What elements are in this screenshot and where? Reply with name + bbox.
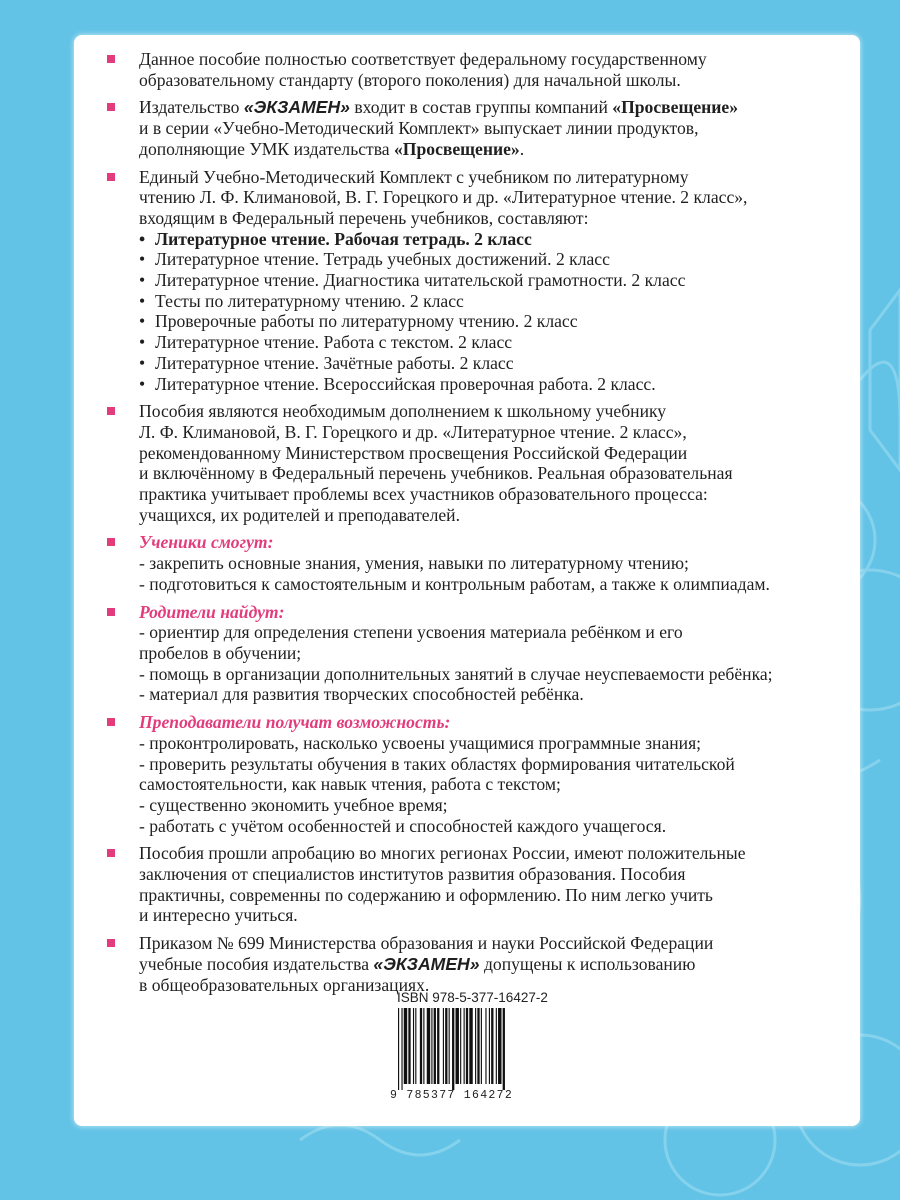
pink-square-bullet-icon [107,718,115,726]
barcode-bar [398,1008,399,1090]
bullet-icon: • [139,352,146,373]
section-heading: Ученики смогут: [139,532,274,553]
barcode-bar [469,1008,472,1084]
text-line: пробелов в обучении; [139,642,302,663]
barcode-bar [452,1008,454,1090]
barcode-bar [449,1008,450,1084]
barcode-bar [503,1008,505,1090]
text-line: в общеобразовательных организациях. [139,974,430,995]
text-fragment: дополняющие УМК издательства [139,138,394,159]
list-item: • Литературное чтение. Работа с текстом. 2 класс [139,332,513,353]
paragraph-supplement [74,401,844,525]
paragraph-order [74,933,844,995]
text-line: - подготовиться к самостоятельным и контрольным работам, а также к олимпиадам. [139,573,770,594]
barcode-bar [434,1008,436,1084]
company-name: «Просвещение» [394,138,520,159]
paragraph-umk [74,167,844,395]
text-line: практика учитывает проблемы всех участников образовательного процесса: [139,484,708,505]
bullet-icon: • [139,249,146,270]
brand-name: «ЭКЗАМЕН» [373,953,480,974]
section-parents [74,602,844,706]
barcode-bar [404,1008,407,1084]
text-line: входящим в Федеральный перечень учебников, составляют: [139,207,589,228]
text-line: - материал для развития творческих способностей ребёнка. [139,684,584,705]
barcode-bar [498,1008,501,1084]
list-item: • Литературное чтение. Рабочая тетрадь. 2 класс [139,228,532,249]
barcode-digits: 9 785377 164272 [390,1089,514,1101]
text-line: самостоятельности, как навык чтения, работа с текстом; [139,774,561,795]
text-fragment: Издательство [139,97,244,118]
barcode-bar [427,1008,430,1084]
list-item: • Проверочные работы по литературному чтению. 2 класс [139,311,578,332]
barcode-bar [481,1008,482,1084]
text-line: - закрепить основные знания, умения, навыки по литературному чтению; [139,553,689,574]
section-heading: Родители найдут: [139,601,285,622]
pink-square-bullet-icon [107,939,115,947]
bullet-icon: • [139,290,146,311]
text-line [139,954,844,975]
barcode-bar [401,1008,402,1090]
barcode-bar [431,1008,432,1084]
section-students [74,532,844,594]
text-line: - проверить результаты обучения в таких областях формирования читательской [139,753,735,774]
list-item: • Литературное чтение. Тетрадь учебных достижений. 2 класс [139,249,610,270]
barcode-bar [413,1008,414,1084]
list-item: • Литературное чтение. Диагностика читательской грамотности. 2 класс [139,270,686,291]
text-fragment: допущены к использованию [479,953,696,974]
text-line [139,97,844,118]
barcode-bar [485,1008,486,1084]
text-line: - существенно экономить учебное время; [139,794,448,815]
text-line [139,139,844,160]
isbn-text: ISBN 978-5-377-16427-2 [397,990,548,1005]
list-item: • Литературное чтение. Зачётные работы. 2 класс [139,352,514,373]
barcode-bar [477,1008,479,1084]
barcode [388,1006,550,1101]
text-line: Единый Учебно-Методический Комплект с учебником по литературному [139,166,689,187]
pink-square-bullet-icon [107,538,115,546]
pink-square-bullet-icon [107,55,115,63]
bullet-icon: • [139,270,146,291]
pink-square-bullet-icon [107,608,115,616]
barcode-bar [496,1008,497,1084]
barcode-bar [420,1008,422,1084]
barcode-bar [489,1008,490,1084]
text-line: заключения от специалистов институтов развития образования. Пособия [139,864,686,885]
text-fragment: входит в состав группы компаний [349,97,613,118]
bullet-icon: • [139,373,146,394]
text-content [74,49,844,1002]
text-line: Пособия прошли апробацию во многих регионах России, имеют положительные [139,843,746,864]
text-line: - помощь в организации дополнительных занятий в случае неуспеваемости ребёнка; [139,663,773,684]
text-line: - ориентир для определения степени усвоения материала ребёнком и его [139,622,683,643]
barcode-bar [415,1008,416,1084]
barcode-bar [460,1008,461,1084]
text-line: Приказом № 699 Министерства образования и науки Российской Федерации [139,933,714,954]
bullet-icon: • [139,311,146,332]
bullet-icon: • [139,332,146,353]
text-line: Данное пособие полностью соответствует федеральному государственному [139,49,707,69]
barcode-bar [475,1008,476,1084]
text-line: - проконтролировать, насколько усвоены учащимися программные знания; [139,732,702,753]
text-fragment: учебные пособия издательства [139,953,374,974]
barcode-bar [423,1008,424,1084]
text-line: Л. Ф. Климановой, В. Г. Горецкого и др. «Литературное чтение. 2 класс», [139,421,687,442]
text-line: чтению Л. Ф. Климановой, В. Г. Горецкого и др. «Литературное чтение. 2 класс», [139,187,748,208]
barcode-bar [491,1008,493,1084]
text-fragment: . [519,138,525,159]
paragraph-publisher [74,97,844,159]
brand-name: «ЭКЗАМЕН» [243,97,350,118]
barcode-bar [456,1008,459,1084]
text-line: и включённому в Федеральный перечень учебников. Реальная образовательная [139,463,733,484]
barcode-bar [464,1008,465,1084]
list-item: • Литературное чтение. Всероссийская проверочная работа. 2 класс. [139,373,656,394]
bullet-icon: • [139,228,146,249]
barcode-bar [443,1008,444,1084]
text-line: образовательному стандарту (второго поколения) для начальной школы. [139,69,681,90]
text-line: и интересно учиться. [139,905,298,926]
text-line: - работать с учётом особенностей и способностей каждого учащегося. [139,815,667,836]
barcode-bar [408,1008,410,1084]
barcode-bar [466,1008,468,1084]
pink-square-bullet-icon [107,849,115,857]
text-line: учащихся, их родителей и преподавателей. [139,504,460,525]
pink-square-bullet-icon [107,173,115,181]
pink-square-bullet-icon [107,103,115,111]
section-teachers [74,712,844,836]
barcode-bar [437,1008,439,1084]
text-line: и в серии «Учебно-Методический Комплект» выпускает линии продуктов, [139,118,699,139]
text-line: практичны, современны по содержанию и оформлению. По ним легко учить [139,884,713,905]
paragraph-standard [74,49,844,90]
text-line: Пособия являются необходимым дополнением к школьному учебнику [139,401,667,422]
list-item: • Тесты по литературному чтению. 2 класс [139,290,464,311]
barcode-bar [445,1008,447,1084]
pink-square-bullet-icon [107,407,115,415]
section-heading: Преподаватели получат возможность: [139,712,451,733]
company-name: «Просвещение» [612,97,739,118]
text-line: рекомендованному Министерством просвещения Российской Федерации [139,442,688,463]
paragraph-approbation [74,843,844,926]
